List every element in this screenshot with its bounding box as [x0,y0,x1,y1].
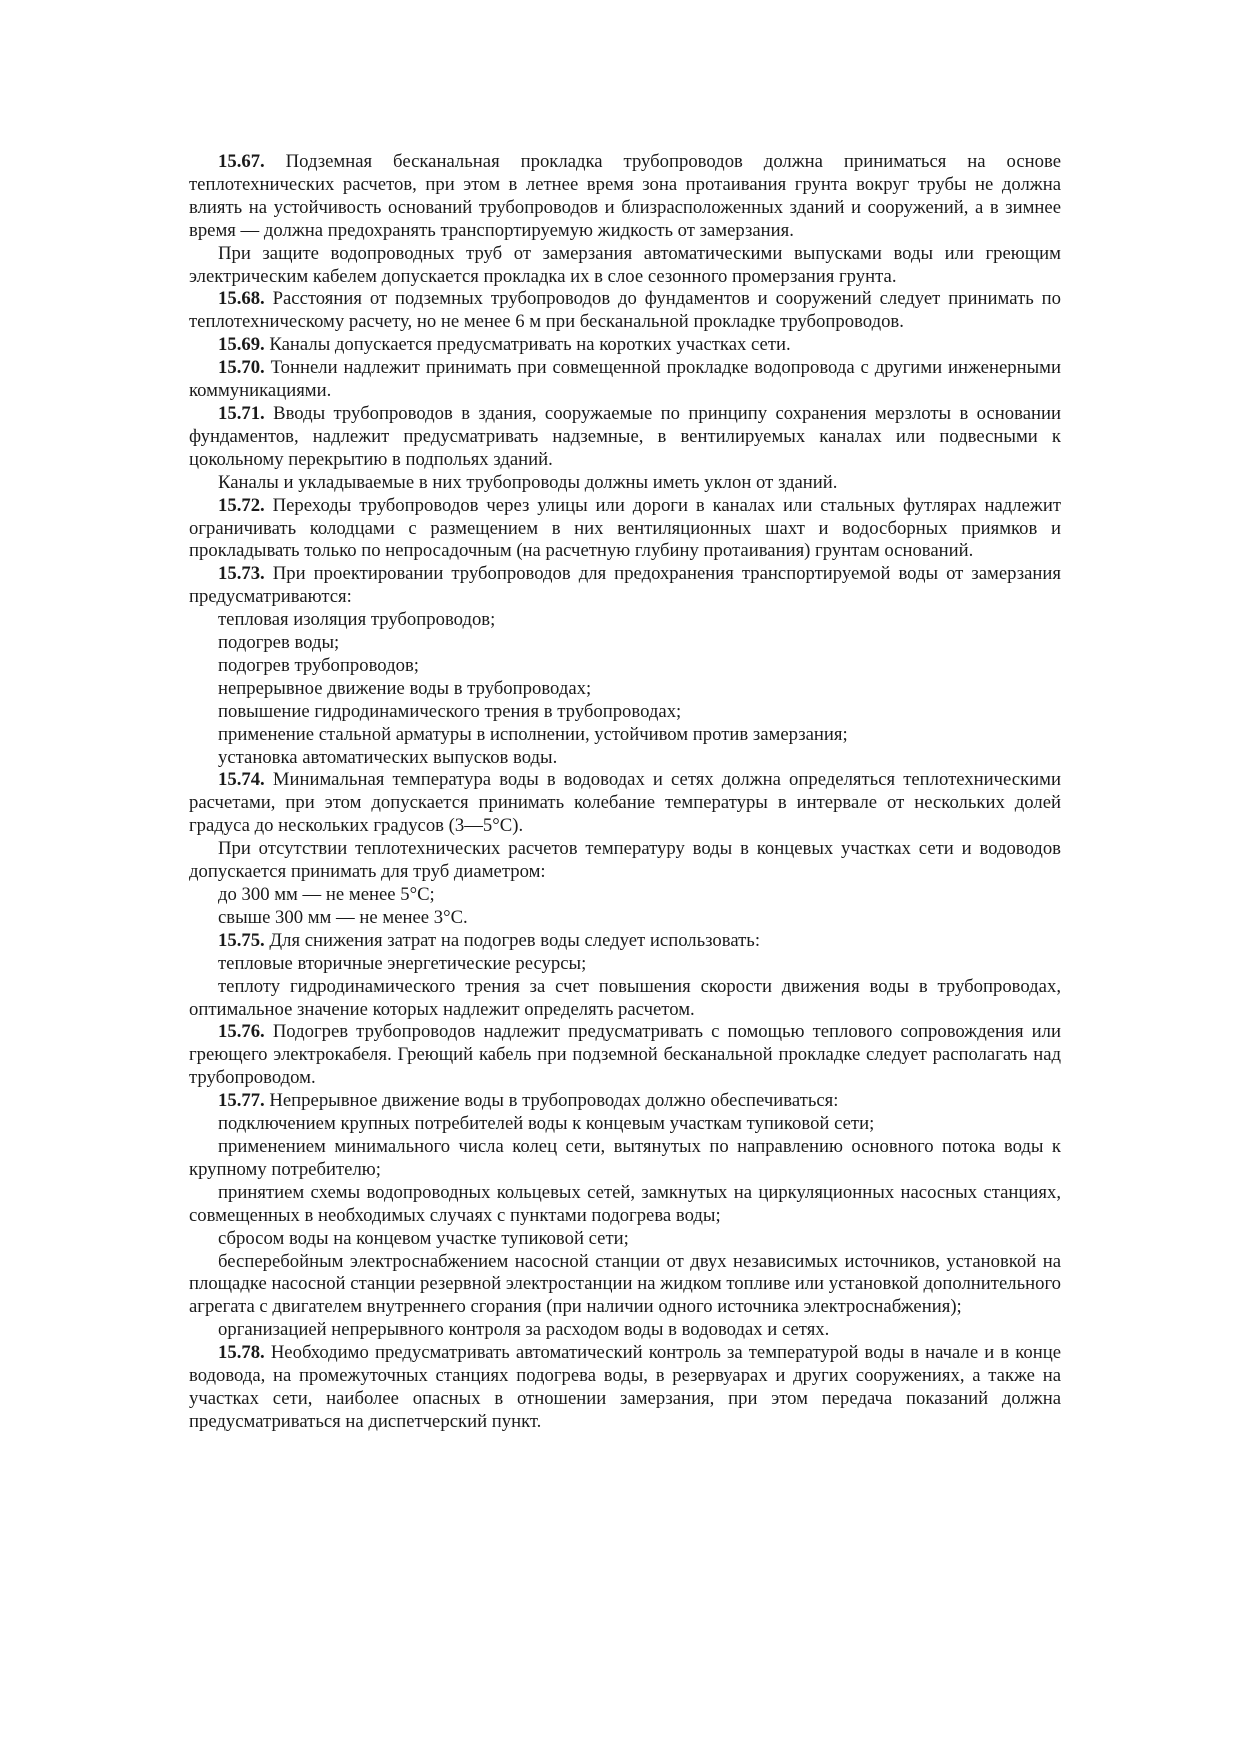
paragraph-text: Тоннели надлежит принимать при совмещенной прокладке водопровода с другими инженерными коммуникациями. [189,357,1061,402]
paragraph-15-74 [189,769,1061,838]
paragraph-15-67 [189,151,1061,243]
list-item [189,1113,1061,1136]
list-item [189,655,1061,678]
paragraph-text: Переходы трубопроводов через улицы или дороги в каналах или стальных футлярах надлежит ограничивать колодцами с размещением в них вентиляционных шахт и водосборных приямков и прокладывать только по непросадочным (на расчетную глубину протаивания) грунтам оснований. [189,494,1061,562]
paragraph-text: При защите водопроводных труб от замерзания автоматическими выпусками воды или греющим электрическим кабелем допускается прокладка их в слое сезонного промерзания грунта. [189,242,1061,287]
paragraph-text: свыше 300 мм — не менее 3°С. [218,906,468,928]
clause-number: 15.75. [218,929,265,951]
clause-number: 15.67. [218,151,265,172]
list-item [189,1136,1061,1182]
list-item [189,1228,1061,1251]
list-item [189,678,1061,701]
paragraph-15-70 [189,357,1061,403]
list-item [189,884,1061,907]
paragraph-text: применение стальной арматуры в исполнении, устойчивом против замерзания; [218,723,848,745]
document-page [189,151,1061,1434]
paragraph-text: Для снижения затрат на подогрев воды следует использовать: [269,929,761,951]
paragraph-text: повышение гидродинамического трения в трубопроводах; [218,700,682,722]
clause-number: 15.73. [218,563,265,585]
paragraph-text: бесперебойным электроснабжением насосной станции от двух независимых источников, установкой на площадке насосной станции резервной электростанции на жидком топливе или установкой дополнительного агрегата с двигателем внутреннего сгорания (при наличии одного источника электроснабжения); [189,1250,1061,1318]
paragraph-text: тепловая изоляция трубопроводов; [218,609,496,631]
list-item [189,609,1061,632]
paragraph-text: Подогрев трубопроводов надлежит предусматривать с помощью теплового сопровождения или греющего электрокабеля. Греющий кабель при подземной бесканальной прокладке следует располагать над трубопроводом. [189,1021,1062,1089]
paragraph-text: При отсутствии теплотехнических расчетов температуру воды в концевых участках сети и водоводов допускается принимать для труб диаметром: [189,838,1061,883]
clause-number: 15.68. [218,288,265,310]
paragraph-text: сбросом воды на концевом участке тупиковой сети; [218,1227,629,1249]
clause-number: 15.70. [218,357,265,379]
paragraph-15-77 [189,1090,1061,1113]
paragraph [189,838,1061,884]
paragraph-15-69 [189,334,1061,357]
paragraph [189,243,1061,289]
list-item [189,701,1061,724]
list-item [189,747,1061,770]
paragraph-text: подключением крупных потребителей воды к концевым участкам тупиковой сети; [218,1113,875,1135]
paragraph-text: Необходимо предусматривать автоматический контроль за температурой воды в начале и в конце водовода, на промежуточных станциях подогрева воды, в резервуарах и других сооружениях, а также на участках сети, наиболее опасных в отношении замерзания, при этом передача показаний должна предусматриваться на диспетчерский пункт. [189,1342,1061,1432]
list-item [189,1182,1061,1228]
list-item [189,1319,1061,1342]
paragraph-text: установка автоматических выпусков воды. [218,746,558,768]
paragraph-text: применением минимального числа колец сети, вытянутых по направлению основного потока воды к крупному потребителю; [189,1135,1061,1180]
paragraph-text: организацией непрерывного контроля за расходом воды в водоводах и сетях. [218,1319,830,1341]
paragraph-text: теплоту гидродинамического трения за счет повышения скорости движения воды в трубопроводах, оптимальное значение которых надлежит определять расчетом. [189,975,1061,1020]
clause-number: 15.78. [218,1342,265,1364]
paragraph-text: Расстояния от подземных трубопроводов до фундаментов и сооружений следует принимать по теплотехническому расчету, но не менее 6 м при бесканальной прокладке трубопроводов. [189,288,1061,333]
paragraph-text: При проектировании трубопроводов для предохранения транспортируемой воды от замерзания предусматриваются: [189,563,1061,608]
paragraph-text: Минимальная температура воды в водоводах и сетях должна определяться теплотехническими расчетами, при этом допускается принимать колебание температуры в интервале от нескольких долей градуса до нескольких градусов (3—5°С). [189,769,1061,837]
list-item [189,632,1061,655]
paragraph [189,472,1061,495]
clause-number: 15.71. [218,402,265,424]
clause-number: 15.69. [218,334,265,356]
clause-number: 15.76. [218,1021,265,1043]
paragraph-text: подогрев воды; [218,632,340,654]
paragraph-text: подогрев трубопроводов; [218,654,419,676]
list-item [189,724,1061,747]
list-item [189,1251,1061,1320]
list-item [189,953,1061,976]
paragraph-text: Каналы и укладываемые в них трубопроводы должны иметь уклон от зданий. [218,471,838,493]
paragraph-text: Непрерывное движение воды в трубопроводах должно обеспечиваться: [269,1090,839,1112]
paragraph-text: тепловые вторичные энергетические ресурсы; [218,952,587,974]
paragraph-text: Вводы трубопроводов в здания, сооружаемые по принципу сохранения мерзлоты в основании фундаментов, надлежит предусматривать надземные, в вентилируемых каналах или подвесными к цокольному перекрытию в подпольях зданий. [189,402,1062,470]
clause-number: 15.74. [218,769,265,791]
paragraph-15-78 [189,1342,1061,1434]
paragraph-15-71 [189,403,1061,472]
list-item [189,976,1061,1022]
paragraph-15-68 [189,288,1061,334]
clause-number: 15.72. [218,494,265,516]
paragraph-15-72 [189,495,1061,564]
clause-number: 15.77. [218,1090,265,1112]
paragraph-text: Подземная бесканальная прокладка трубопроводов должна приниматься на основе теплотехнических расчетов, при этом в летнее время зона протаивания грунта вокруг трубы не должна влиять на устойчивость оснований трубопроводов и близрасположенных зданий и сооружений, а в зимнее время — должна предохранять транспортируемую жидкость от замерзания. [189,151,1061,241]
paragraph-text: непрерывное движение воды в трубопроводах; [218,677,592,699]
paragraph-15-76 [189,1021,1061,1090]
paragraph-text: принятием схемы водопроводных кольцевых сетей, замкнутых на циркуляционных насосных станциях, совмещенных в необходимых случаях с пунктами подогрева воды; [189,1181,1061,1226]
paragraph-15-73 [189,563,1061,609]
list-item [189,907,1061,930]
paragraph-text: до 300 мм — не менее 5°С; [218,884,435,905]
paragraph-text: Каналы допускается предусматривать на коротких участках сети. [269,334,791,356]
paragraph-15-75 [189,930,1061,953]
